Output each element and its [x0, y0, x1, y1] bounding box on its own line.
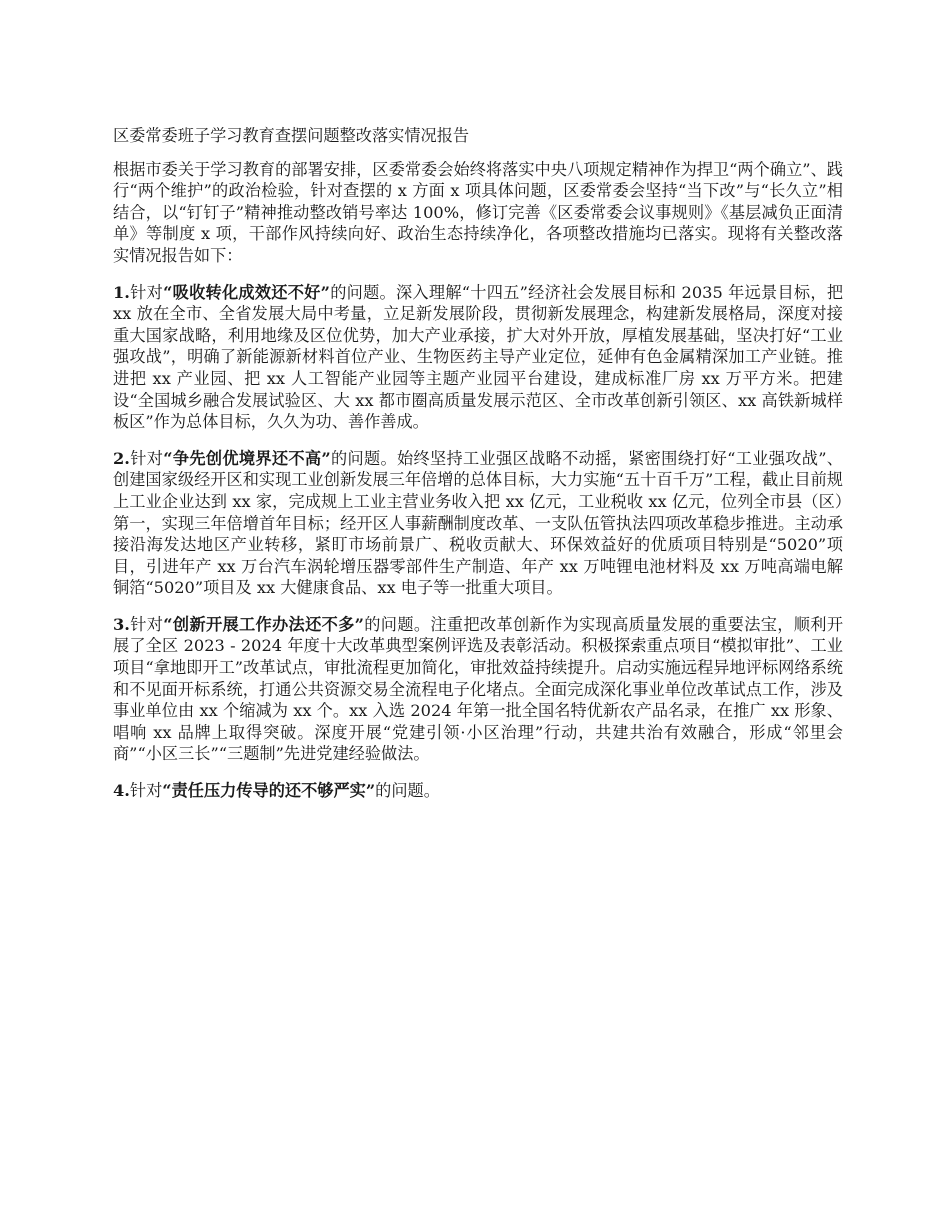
- item-prefix: 针对: [129, 448, 164, 468]
- item-number: 4.: [113, 781, 130, 801]
- item-body: 的问题。注重把改革创新作为实现高质量发展的重要法宝，顺利开展了全区 2023 - 2024 年度十大改革典型案例评选及表彰活动。积极探索重点项目“模拟审批”、工业项目“拿地即开工”改革试点，审批流程更加简化，审批效益持续提升。启动实施远程异地评标网络系统和不见面开标系统，打通公共资源交易全流程电子化堵点。全面完成深化事业单位改革试点工作，涉及事业单位由 xx 个缩减为 xx 个。xx 入选 2024 年第一批全国名特优新农产品名录，在推广 xx 形象、唱响 xx 品牌上取得突破。深度开展“党建引领·小区治理”行动，共建共治有效融合，形成“邻里会商”“小区三长”“三题制”先进党建经验做法。: [113, 614, 844, 764]
- report-document: [113, 125, 843, 817]
- item-body: 的问题。深入理解“十四五”经济社会发展目标和 2035 年远景目标，把 xx 放在全市、全省发展大局中考量，立足新发展阶段，贯彻新发展理念，构建新发展格局，深度对接重大国家战略，利用地缘及区位优势，加大产业承接，扩大对外开放，厚植发展基础，坚决打好“工业强攻战”，明确了新能源新材料首位产业、生物医药主导产业定位，延伸有色金属精深加工产业链。推进把 xx 产业园、把 xx 人工智能产业园等主题产业园平台建设，建成标准厂房 xx 万平方米。把建设“全国城乡融合发展试验区、大 xx 都市圈高质量发展示范区、全市改革创新引领区、xx 高铁新城样板区”作为总体目标，久久为功、善作善成。: [113, 282, 844, 432]
- item-body: 的问题。始终坚持工业强区战略不动摇，紧密围绕打好“工业强攻战”、创建国家级经开区和实现工业创新发展三年倍增的总体目标，大力实施“五十百千万”工程，截止目前规上工业企业达到 xx 家，完成规上工业主营业务收入把 xx 亿元，工业税收 xx 亿元，位列全市县（区）第一，实现三年倍增首年目标；经开区人事薪酬制度改革、一支队伍管执法四项改革稳步推进。主动承接沿海发达地区产业转移，紧盯市场前景广、税收贡献大、环保效益好的优质项目特别是“5020”项目，引进年产 xx 万台汽车涡轮增压器零部件生产制造、年产 xx 万吨锂电池材料及 xx 万吨高端电解铜箔“5020”项目及 xx 大健康食品、xx 电子等一批重大项目。: [113, 448, 843, 598]
- item-issue-quote: “责任压力传导的还不够严实”: [162, 781, 376, 801]
- item-issue-quote: “争先创优境界还不高”: [163, 448, 331, 468]
- issue-item-1: [113, 282, 843, 433]
- item-prefix: 针对: [129, 614, 164, 634]
- item-issue-quote: “吸收转化成效还不好”: [163, 282, 330, 302]
- item-number: 3.: [113, 614, 130, 634]
- issue-item-4: [113, 780, 843, 802]
- document-title: 区委常委班子学习教育查摆问题整改落实情况报告: [113, 126, 470, 145]
- intro-paragraph: 根据市委关于学习教育的部署安排，区委常委会始终将落实中央八项规定精神作为捍卫“两个确立”、践行“两个维护”的政治检验，针对查摆的 x 方面 x 项具体问题，区委常委会坚持“当下改”与“长久立”相结合，以“钉钉子”精神推动整改销号率达 100%，修订完善《区委常委会议事规则》《基层减负正面清单》等制度 x 项，干部作风持续向好、政治生态持续净化，各项整改措施均已落实。现将有关整改落实情况报告如下：: [113, 159, 843, 265]
- item-issue-quote: “创新开展工作办法还不多”: [163, 614, 364, 634]
- issue-item-2: [113, 448, 843, 599]
- item-number: 2.: [113, 448, 130, 468]
- issue-item-3: [113, 614, 843, 765]
- item-prefix: 针对: [129, 282, 164, 302]
- item-prefix: 针对: [129, 781, 163, 801]
- item-number: 1.: [113, 282, 130, 302]
- item-body: 的问题。: [375, 781, 440, 801]
